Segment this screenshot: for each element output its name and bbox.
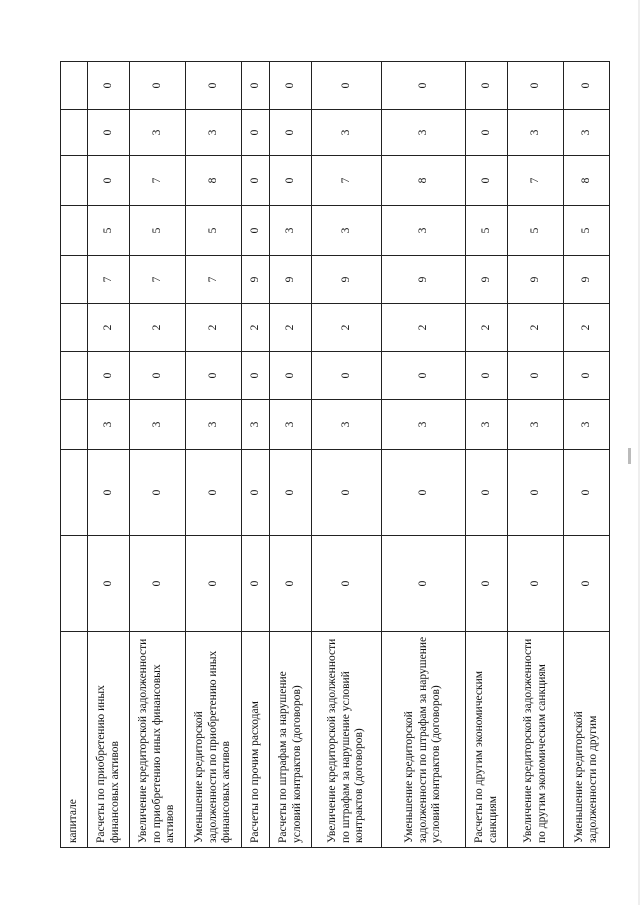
cell-value: 0 xyxy=(186,62,242,110)
row-label: капитале xyxy=(61,632,88,848)
cell-value: 2 xyxy=(382,304,466,352)
row-label: Увеличение кредиторской задолженности по штрафам за нарушение условий контрактов (договоров) xyxy=(312,632,382,848)
row-label: Уменьшение кредиторской задолженности по другим xyxy=(564,632,610,848)
cell-value: 7 xyxy=(88,256,130,304)
cell-value: 0 xyxy=(382,352,466,400)
row-label: Расчеты по другим экономическим санкциям xyxy=(466,632,508,848)
cell-value: 9 xyxy=(382,256,466,304)
table-row xyxy=(508,62,564,848)
cell-value: 7 xyxy=(130,256,186,304)
cell-value: 0 xyxy=(382,62,466,110)
cell-value: 8 xyxy=(564,156,610,206)
cell-value: 9 xyxy=(466,256,508,304)
cell-value: 2 xyxy=(466,304,508,352)
cell-value: 0 xyxy=(466,110,508,156)
cell-value: 0 xyxy=(186,536,242,632)
cell-value: 0 xyxy=(130,62,186,110)
cell-value xyxy=(61,62,88,110)
cell-value xyxy=(61,256,88,304)
cell-value: 0 xyxy=(242,206,270,256)
cell-value xyxy=(61,400,88,450)
cell-value: 5 xyxy=(466,206,508,256)
table-row xyxy=(270,62,312,848)
cell-value: 0 xyxy=(382,450,466,536)
cell-value: 0 xyxy=(270,156,312,206)
cell-value: 5 xyxy=(564,206,610,256)
cell-value: 9 xyxy=(312,256,382,304)
cell-value: 0 xyxy=(312,62,382,110)
cell-value: 0 xyxy=(466,450,508,536)
scan-artifact xyxy=(628,448,631,464)
cell-value: 5 xyxy=(508,206,564,256)
cell-value: 2 xyxy=(508,304,564,352)
cell-value: 9 xyxy=(270,256,312,304)
cell-value: 7 xyxy=(130,156,186,206)
cell-value: 3 xyxy=(312,206,382,256)
cell-value: 0 xyxy=(508,352,564,400)
cell-value: 0 xyxy=(508,450,564,536)
cell-value: 0 xyxy=(130,352,186,400)
cell-value: 0 xyxy=(186,450,242,536)
cell-value: 0 xyxy=(130,450,186,536)
cell-value: 0 xyxy=(270,62,312,110)
cell-value: 9 xyxy=(508,256,564,304)
cell-value: 2 xyxy=(130,304,186,352)
row-label: Расчеты по штрафам за нарушение условий контрактов (договоров) xyxy=(270,632,312,848)
cell-value: 5 xyxy=(186,206,242,256)
cell-value: 0 xyxy=(88,156,130,206)
cell-value: 3 xyxy=(270,400,312,450)
table-row xyxy=(466,62,508,848)
cell-value: 0 xyxy=(88,536,130,632)
table-row xyxy=(130,62,186,848)
cell-value: 3 xyxy=(242,400,270,450)
cell-value: 2 xyxy=(88,304,130,352)
cell-value: 0 xyxy=(242,536,270,632)
cell-value: 0 xyxy=(242,450,270,536)
cell-value: 3 xyxy=(508,110,564,156)
cell-value: 0 xyxy=(508,536,564,632)
cell-value: 3 xyxy=(130,400,186,450)
row-label: Уменьшение кредиторской задолженности по штрафам за нарушение условий контрактов (договоров) xyxy=(382,632,466,848)
table-row xyxy=(242,62,270,848)
table-row xyxy=(312,62,382,848)
cell-value: 0 xyxy=(242,352,270,400)
cell-value: 9 xyxy=(564,256,610,304)
cell-value: 0 xyxy=(270,536,312,632)
cell-value: 3 xyxy=(382,206,466,256)
cell-value: 5 xyxy=(88,206,130,256)
row-label: Расчеты по приобретению иных финансовых активов xyxy=(88,632,130,848)
cell-value: 3 xyxy=(312,110,382,156)
cell-value: 0 xyxy=(466,156,508,206)
table-header-row xyxy=(61,62,88,848)
cell-value: 3 xyxy=(312,400,382,450)
cell-value xyxy=(61,304,88,352)
cell-value: 9 xyxy=(242,256,270,304)
cell-value xyxy=(61,110,88,156)
table-row xyxy=(382,62,466,848)
table-row xyxy=(88,62,130,848)
cell-value: 0 xyxy=(88,62,130,110)
cell-value: 2 xyxy=(270,304,312,352)
cell-value: 8 xyxy=(382,156,466,206)
cell-value: 0 xyxy=(564,536,610,632)
cell-value: 0 xyxy=(242,110,270,156)
cell-value: 0 xyxy=(564,450,610,536)
table-row xyxy=(186,62,242,848)
accounts-table xyxy=(60,61,610,848)
cell-value: 3 xyxy=(564,110,610,156)
cell-value: 3 xyxy=(186,400,242,450)
cell-value: 0 xyxy=(88,352,130,400)
cell-value: 2 xyxy=(242,304,270,352)
cell-value xyxy=(61,536,88,632)
cell-value: 0 xyxy=(382,536,466,632)
table-row xyxy=(564,62,610,848)
cell-value: 0 xyxy=(242,156,270,206)
row-label: Увеличение кредиторской задолженности по другим экономическим санкциям xyxy=(508,632,564,848)
cell-value: 3 xyxy=(130,110,186,156)
cell-value xyxy=(61,450,88,536)
cell-value: 3 xyxy=(186,110,242,156)
cell-value: 7 xyxy=(508,156,564,206)
cell-value: 3 xyxy=(382,400,466,450)
row-label: Увеличение кредиторской задолженности по приобретению иных финансовых активов xyxy=(130,632,186,848)
cell-value: 7 xyxy=(186,256,242,304)
cell-value: 0 xyxy=(88,450,130,536)
cell-value: 0 xyxy=(564,62,610,110)
cell-value: 3 xyxy=(270,206,312,256)
cell-value: 0 xyxy=(270,110,312,156)
cell-value: 5 xyxy=(130,206,186,256)
cell-value: 0 xyxy=(466,62,508,110)
cell-value: 0 xyxy=(88,110,130,156)
cell-value: 0 xyxy=(466,536,508,632)
rotated-page xyxy=(60,62,604,848)
row-label: Расчеты по прочим расходам xyxy=(242,632,270,848)
cell-value xyxy=(61,352,88,400)
cell-value: 0 xyxy=(312,352,382,400)
cell-value: 0 xyxy=(186,352,242,400)
cell-value: 0 xyxy=(270,450,312,536)
row-label: Уменьшение кредиторской задолженности по приобретению иных финансовых активов xyxy=(186,632,242,848)
cell-value xyxy=(61,206,88,256)
cell-value: 0 xyxy=(508,62,564,110)
cell-value: 3 xyxy=(382,110,466,156)
cell-value: 0 xyxy=(312,450,382,536)
cell-value: 2 xyxy=(312,304,382,352)
cell-value: 0 xyxy=(242,62,270,110)
cell-value: 3 xyxy=(466,400,508,450)
cell-value xyxy=(61,156,88,206)
cell-value: 0 xyxy=(564,352,610,400)
cell-value: 8 xyxy=(186,156,242,206)
cell-value: 2 xyxy=(186,304,242,352)
cell-value: 2 xyxy=(564,304,610,352)
cell-value: 7 xyxy=(312,156,382,206)
cell-value: 3 xyxy=(508,400,564,450)
cell-value: 0 xyxy=(466,352,508,400)
cell-value: 0 xyxy=(270,352,312,400)
cell-value: 0 xyxy=(312,536,382,632)
cell-value: 3 xyxy=(564,400,610,450)
cell-value: 0 xyxy=(130,536,186,632)
cell-value: 3 xyxy=(88,400,130,450)
